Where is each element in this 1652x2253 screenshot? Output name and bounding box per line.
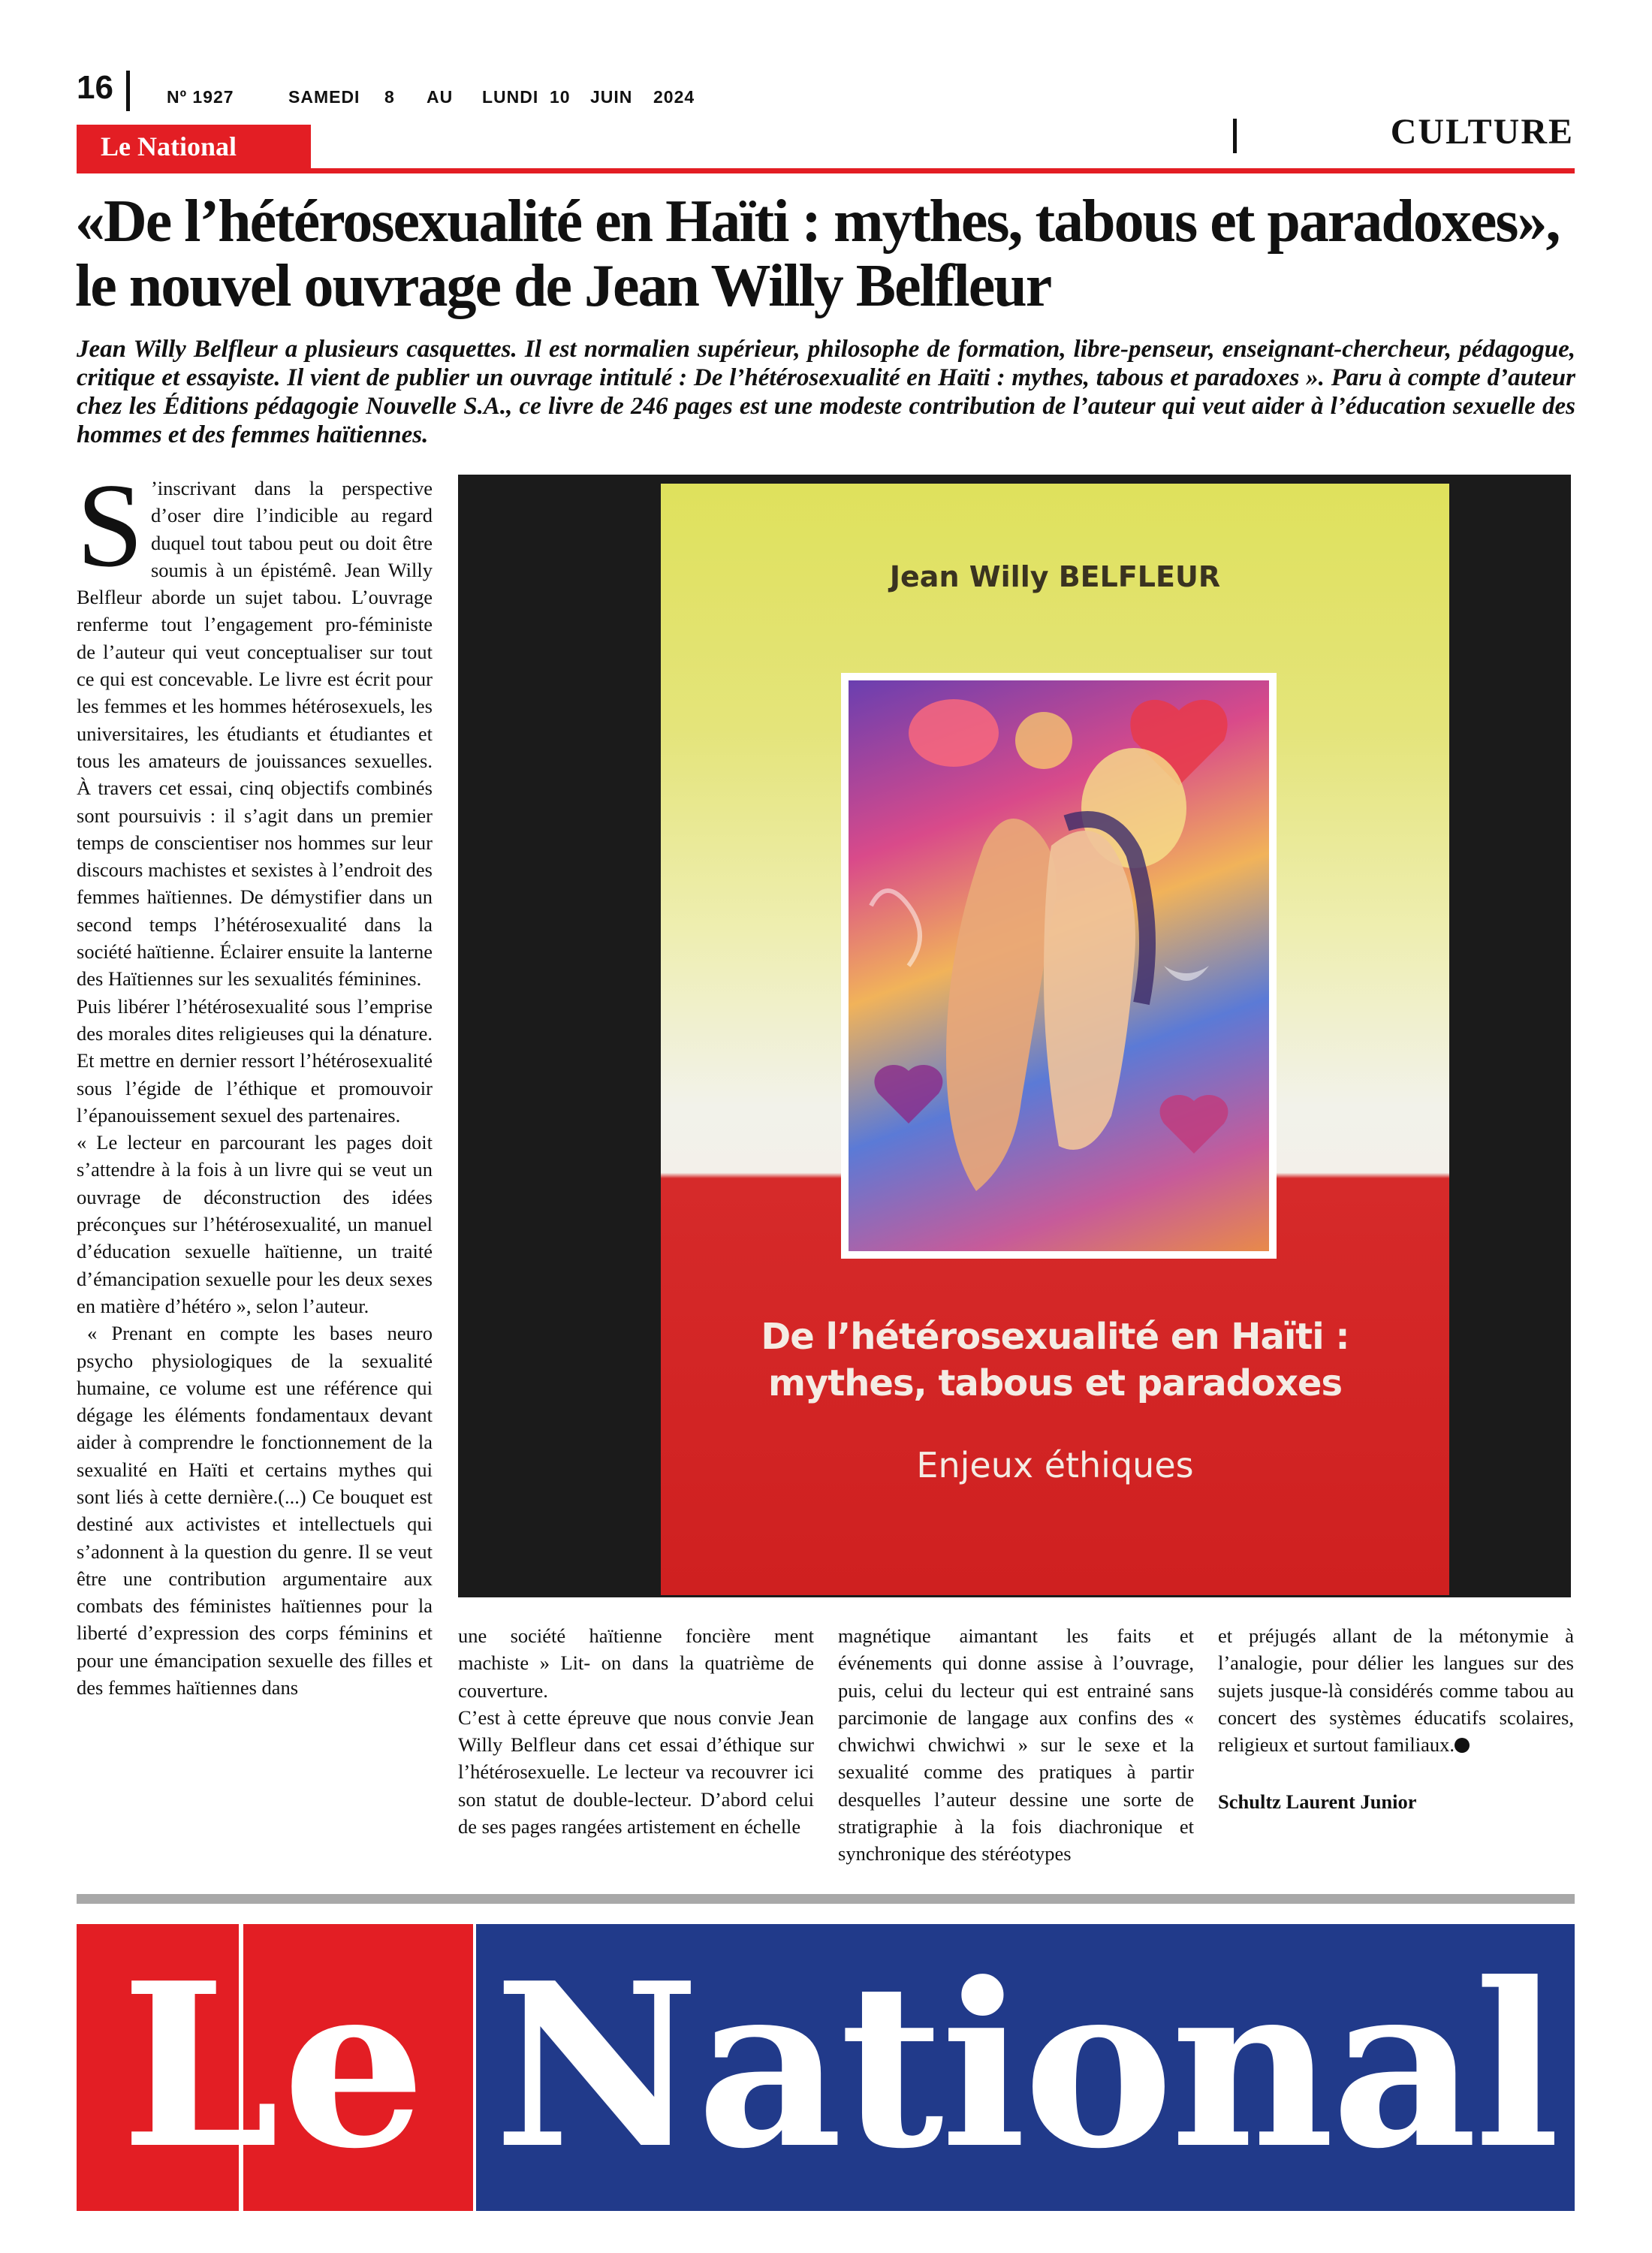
article-column-4 bbox=[1218, 1622, 1574, 1816]
date-to: 10 bbox=[550, 87, 571, 107]
article-paragraph bbox=[1218, 1622, 1574, 1758]
book-title-line-1: De l’hétérosexualité en Haïti : bbox=[761, 1316, 1349, 1358]
logo-word-national: National bbox=[493, 1933, 1557, 2198]
article-paragraph: magnétique aimantant les faits et événements qui donne assise à l’ouvrage, puis, celui du lecteur qui est entrainé sans parcimonie de langage aux confins des « chwichwi chwichwi » sur le sexe et la sexualité comme des pratiques à partir desquelles l’auteur dessine une sorte de stratigraphie à la fois diachronique et synchronique des stéréotypes bbox=[838, 1624, 1194, 1865]
page-number: 16 bbox=[77, 69, 113, 106]
issue-number: Nº 1927 bbox=[167, 87, 234, 107]
article-paragraph bbox=[77, 458, 433, 993]
article-paragraph: une société haïtienne foncière ment machiste » Lit- on dans la quatrième de couverture. bbox=[458, 1624, 814, 1702]
book-title-line-2: mythes, tabous et paradoxes bbox=[767, 1362, 1343, 1404]
article-paragraph: « Prenant en compte les bases neuro psycho physiologiques de la sexualité humaine, ce volume est une référence qui dégage les éléments fondamentaux devant aider à comprendre le fonctionnement de la sexualité en Haïti et certains mythes qui sont liés à cette dernière.(...) Ce bouquet est destiné aux activistes et intellectuels qui s’adonnent à la question du genre. Il se veut être une contribution argumentaire aux combats des féministes haïtiennes pour la liberté d’expression des corps féminins et pour une émancipation sexuelle des filles et des femmes haïtiennes dans bbox=[77, 1322, 433, 1700]
article-paragraph: Puis libérer l’hétérosexualité sous l’emprise des morales dites religieuses qui la dénature. Et mettre en dernier ressort l’hétérosexualité sous l’égide de l’éthique et promouvoir l’épanouissement sexuel des partenaires. bbox=[77, 994, 433, 1126]
header-rule bbox=[77, 168, 1575, 173]
article-column-3 bbox=[838, 1622, 1194, 1868]
article-byline: Schultz Laurent Junior bbox=[1218, 1790, 1417, 1814]
book-photo bbox=[458, 475, 1571, 1597]
book-cover bbox=[661, 484, 1449, 1595]
article-headline: «De l’hétérosexualité en Haïti : mythes, tabous et paradoxes», le nouvel ouvrage de Jean Willy Belfleur bbox=[75, 189, 1560, 319]
date-from: 8 bbox=[384, 87, 395, 107]
cover-artwork bbox=[841, 673, 1277, 1259]
date-day-from: SAMEDI bbox=[288, 87, 360, 107]
logo-word-le: Le bbox=[121, 1933, 429, 2198]
book-author: Jean Willy BELFLEUR bbox=[889, 560, 1221, 593]
article-column-1 bbox=[77, 458, 433, 1701]
article-column-2 bbox=[458, 1622, 814, 1840]
paragraph-text: ’inscrivant dans la perspective d’oser dire l’indicible au regard duquel tout tabou peut ou doit être soumis à un épistémê. Jean Willy Belfleur aborde un sujet tabou. L’ouvrage renferme tout l’engagement pro-féministe de l’auteur qui veut conceptualiser sur tout ce qui est concevable. Le livre est écrit pour les femmes et les hommes hétérosexuels, les universitaires, les étudiants et étudiantes et tous les amateurs de jouissances sexuelles. À travers cet essai, cinq objectifs combinés sont poursuivis : il s’agit dans un premier temps de conscientiser nos hommes sur leur discours machistes et sexistes à l’endroit des femmes haïtiennes. De démystifier dans un second temps l’hétérosexualité dans la société haïtienne. Éclairer ensuite la lanterne des Haïtiennes sur les sexualités féminines. bbox=[77, 477, 433, 991]
section-label: CULTURE bbox=[1390, 112, 1574, 152]
drop-cap: S bbox=[77, 458, 143, 592]
date-au: AU bbox=[427, 87, 454, 107]
article-paragraph: C’est à cette épreuve que nous convie Jean Willy Belfleur dans cet essai d’éthique sur l’hétérosexuelle. Le lecteur va recouvrer ici son statut de double-lecteur. D’abord celui de ses pages rangées artistement en échelle bbox=[458, 1706, 814, 1838]
article-lede: Jean Willy Belfleur a plusieurs casquettes. Il est normalien supérieur, philosophe de formation, libre-penseur, enseignant-chercheur, pédagogue, critique et essayiste. Il vient de publier un ouvrage intitulé : De l’hétérosexualité en Haïti : mythes, tabous et paradoxes ». Paru à compte d’auteur chez les Éditions pédagogie Nouvelle S.A., ce livre de 246 pages est une modeste contribution de l’auteur qui veut aider à l’éducation sexuelle des hommes et des femmes haïtiennes. bbox=[77, 336, 1575, 448]
date-year: 2024 bbox=[653, 87, 695, 107]
end-mark-icon bbox=[1455, 1738, 1470, 1753]
paragraph-text: et préjugés allant de la métonymie à l’analogie, pour délier les langues sur des sujets jusque-là considérés comme tabou au concert des systèmes éducatifs scolaires, religieux et surtout familiaux. bbox=[1218, 1624, 1574, 1757]
book-subtitle: Enjeux éthiques bbox=[916, 1445, 1194, 1485]
footer-rule bbox=[77, 1894, 1575, 1904]
section-divider bbox=[1233, 119, 1237, 153]
artwork-illustration bbox=[849, 680, 1269, 1251]
book-title bbox=[661, 1313, 1449, 1407]
date-month: JUIN bbox=[590, 87, 633, 107]
brand-tag-label: Le National bbox=[101, 131, 237, 161]
article-paragraph: « Le lecteur en parcourant les pages doit s’attendre à la fois à un livre qui se veut un ouvrage de déconstruction des idées préconçues sur l’hétérosexualité, un manuel d’éducation sexuelle haïtienne, un traité d’émancipation sexuelle pour les deux sexes en matière d’hétéro », selon l’auteur. bbox=[77, 1131, 433, 1317]
date-day-to: LUNDI bbox=[482, 87, 539, 107]
page-number-divider bbox=[126, 71, 130, 111]
